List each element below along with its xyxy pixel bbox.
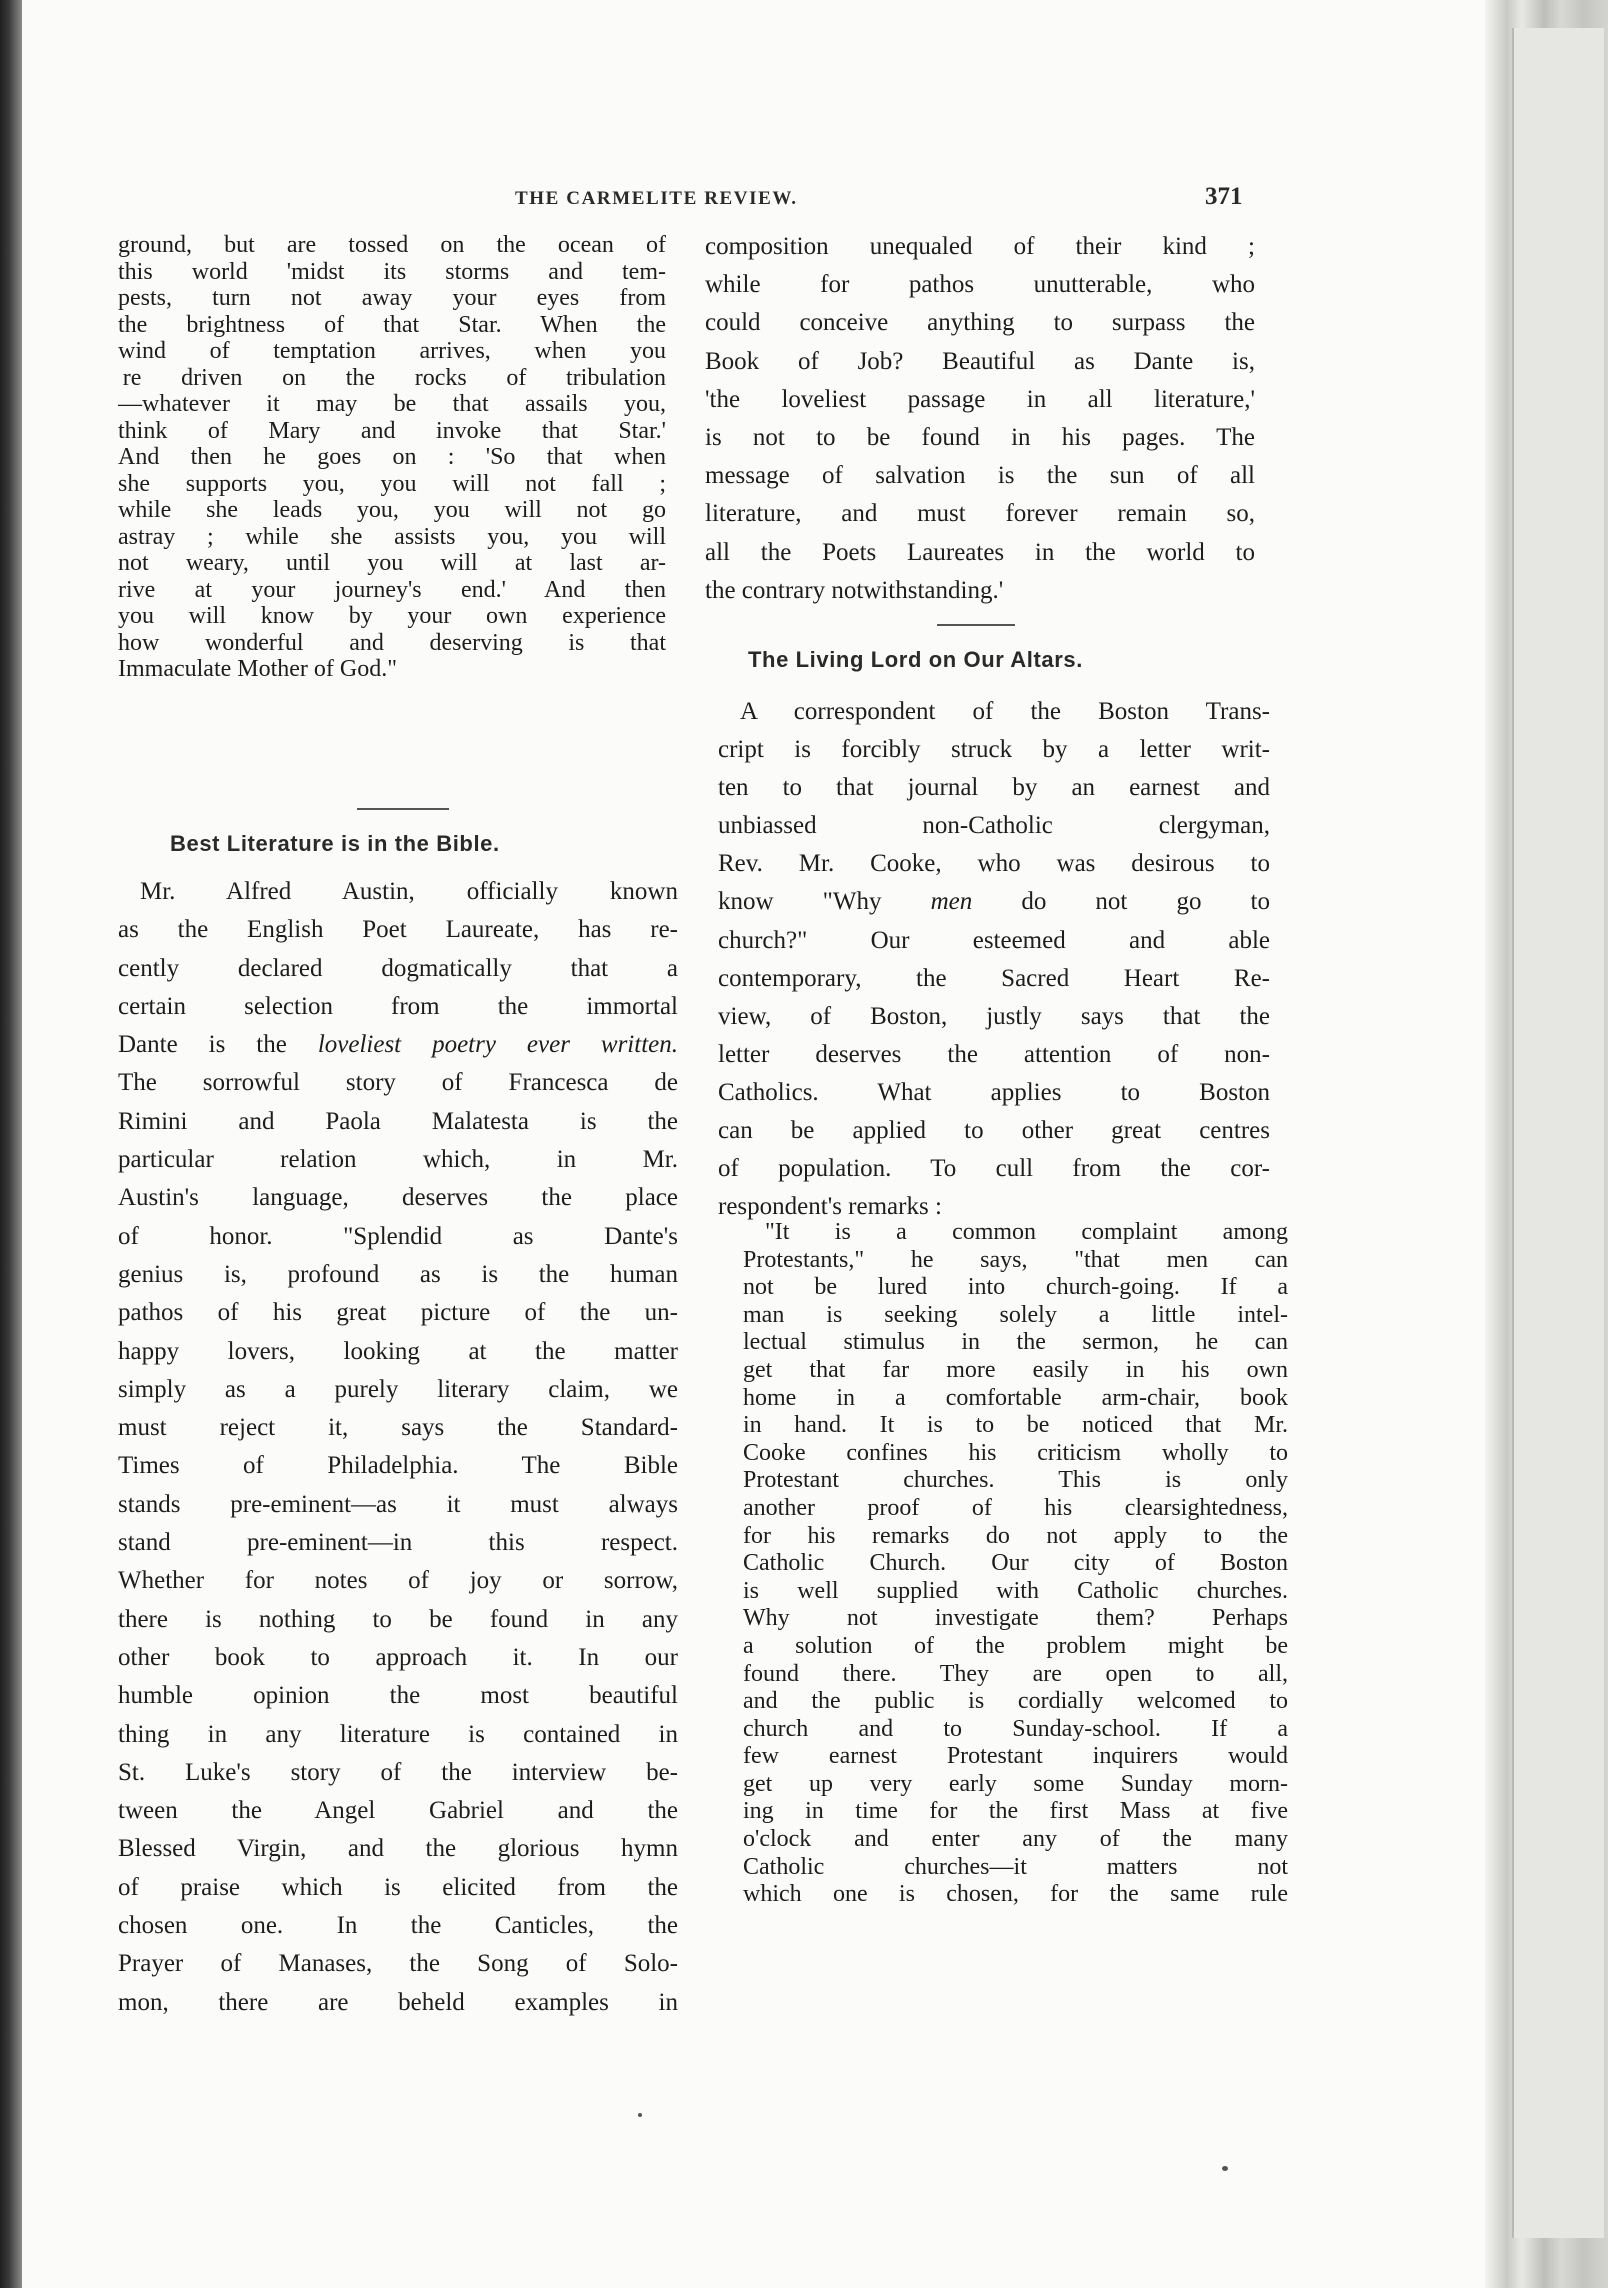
text-line: St. Luke's story of the interview be- bbox=[118, 1758, 678, 1786]
text-line: ground, but are tossed on the ocean of bbox=[118, 232, 666, 258]
page-edge-stack bbox=[1512, 28, 1604, 2238]
text-line: o'clock and enter any of the many bbox=[743, 1826, 1288, 1853]
text-line: And then he goes on : 'So that when bbox=[118, 444, 666, 470]
text-line: Blessed Virgin, and the glorious hymn bbox=[118, 1835, 678, 1863]
text-line: wind of temptation arrives, when you bbox=[118, 338, 666, 364]
text-line: lectual stimulus in the sermon, he can bbox=[743, 1329, 1288, 1356]
text-line: in hand. It is to be noticed that Mr. bbox=[743, 1412, 1288, 1439]
text-line: of praise which is elicited from the bbox=[118, 1873, 678, 1901]
text-line: re driven on the rocks of tribulation bbox=[118, 364, 666, 391]
text-line: church?" Our esteemed and able bbox=[718, 926, 1270, 954]
text-line: unbiassed non-Catholic clergyman, bbox=[718, 812, 1270, 840]
scan-speck bbox=[638, 2113, 642, 2117]
text-line: humble opinion the most beautiful bbox=[118, 1682, 678, 1710]
text-line: not be lured into church-going. If a bbox=[743, 1274, 1288, 1301]
binding-shadow bbox=[0, 0, 22, 2288]
text-line: must reject it, says the Standard- bbox=[118, 1414, 678, 1442]
text-line: as the English Poet Laureate, has re- bbox=[118, 916, 678, 944]
text-line: there is nothing to be found in any bbox=[118, 1605, 678, 1633]
text-line: you will know by your own experience bbox=[118, 603, 666, 629]
altars-section-body bbox=[718, 693, 1270, 1226]
text-line: Prayer of Manases, the Song of Solo- bbox=[118, 1950, 678, 1978]
text-line: is not to be found in his pages. The bbox=[705, 424, 1255, 452]
text-line: know "Why men do not go to bbox=[718, 888, 1270, 916]
text-line: this world 'midst its storms and tem- bbox=[118, 258, 666, 285]
text-line: of honor. "Splendid as Dante's bbox=[118, 1222, 678, 1250]
text-line: church and to Sunday-school. If a bbox=[743, 1715, 1288, 1742]
text-line: Austin's language, deserves the place bbox=[118, 1184, 678, 1212]
text-line: The sorrowful story of Francesca de bbox=[118, 1069, 678, 1097]
text-line: literature, and must forever remain so, bbox=[705, 500, 1255, 528]
section-heading-altars: The Living Lord on Our Altars. bbox=[748, 647, 1083, 672]
text-line: Times of Philadelphia. The Bible bbox=[118, 1452, 678, 1480]
text-line: get up very early some Sunday morn- bbox=[743, 1770, 1288, 1797]
text-line: chosen one. In the Canticles, the bbox=[118, 1912, 678, 1940]
text-line: home in a comfortable arm-chair, book bbox=[743, 1384, 1288, 1411]
text-line: get that far more easily in his own bbox=[743, 1356, 1288, 1383]
text-line: particular relation which, in Mr. bbox=[118, 1146, 678, 1174]
text-line: message of salvation is the sun of all bbox=[705, 462, 1255, 490]
text-line: man is seeking solely a little intel- bbox=[743, 1301, 1288, 1328]
left-continuation-paragraph bbox=[118, 232, 666, 683]
text-line: ten to that journal by an earnest and bbox=[718, 774, 1270, 802]
text-line: Dante is the loveliest poetry ever written. bbox=[118, 1031, 678, 1059]
text-line: cript is forcibly struck by a letter writ- bbox=[718, 736, 1270, 764]
text-line: pathos of his great picture of the un- bbox=[118, 1299, 678, 1327]
text-line: other book to approach it. In our bbox=[118, 1643, 678, 1671]
text-line: Book of Job? Beautiful as Dante is, bbox=[705, 347, 1255, 375]
text-line: not weary, until you will at last ar- bbox=[118, 550, 666, 576]
text-line: which one is chosen, for the same rule bbox=[743, 1881, 1288, 1908]
text-line: happy lovers, looking at the matter bbox=[118, 1337, 678, 1365]
text-line: the contrary notwithstanding.' bbox=[705, 576, 1004, 604]
text-line: genius is, profound as is the human bbox=[118, 1260, 678, 1288]
text-line: simply as a purely literary claim, we bbox=[118, 1375, 678, 1403]
text-line: of population. To cull from the cor- bbox=[718, 1155, 1270, 1183]
text-line: while for pathos unutterable, who bbox=[705, 271, 1255, 299]
text-line: another proof of his clearsightedness, bbox=[743, 1494, 1288, 1521]
text-line: Protestants," he says, "that men can bbox=[743, 1246, 1288, 1273]
text-line: how wonderful and deserving is that bbox=[118, 629, 666, 656]
quotation-paragraph bbox=[743, 1219, 1288, 1909]
scan-speck bbox=[1222, 2166, 1228, 2171]
text-line: cently declared dogmatically that a bbox=[118, 954, 678, 982]
section-divider bbox=[357, 808, 449, 810]
text-line: for his remarks do not apply to the bbox=[743, 1522, 1288, 1549]
text-line: Protestant churches. This is only bbox=[743, 1467, 1288, 1494]
text-line: —whatever it may be that assails you, bbox=[118, 391, 666, 417]
text-line: think of Mary and invoke that Star.' bbox=[118, 417, 666, 444]
page-number: 371 bbox=[1205, 183, 1243, 210]
text-line: stand pre-eminent—in this respect. bbox=[118, 1529, 678, 1557]
bible-section-body bbox=[118, 873, 678, 2022]
text-line: Immaculate Mother of God." bbox=[118, 656, 398, 682]
text-line: she supports you, you will not fall ; bbox=[118, 470, 666, 497]
text-line: respondent's remarks : bbox=[718, 1193, 942, 1221]
text-line: Whether for notes of joy or sorrow, bbox=[118, 1567, 678, 1595]
text-line: a solution of the problem might be bbox=[743, 1632, 1288, 1659]
text-line: rive at your journey's end.' And then bbox=[118, 576, 666, 603]
text-line: tween the Angel Gabriel and the bbox=[118, 1797, 678, 1825]
text-line: Why not investigate them? Perhaps bbox=[743, 1605, 1288, 1632]
text-line: view, of Boston, justly says that the bbox=[718, 1002, 1270, 1030]
text-line: "It is a common complaint among bbox=[765, 1219, 1288, 1245]
text-line: the brightness of that Star. When the bbox=[118, 311, 666, 338]
text-line: is well supplied with Catholic churches. bbox=[743, 1577, 1288, 1604]
text-line: Rimini and Paola Malatesta is the bbox=[118, 1107, 678, 1135]
text-line: mon, there are beheld examples in bbox=[118, 1988, 678, 2016]
section-divider bbox=[937, 624, 1015, 626]
text-line: pests, turn not away your eyes from bbox=[118, 285, 666, 311]
text-line: Cooke confines his criticism wholly to bbox=[743, 1439, 1288, 1466]
text-line: composition unequaled of their kind ; bbox=[705, 233, 1255, 260]
text-line: thing in any literature is contained in bbox=[118, 1720, 678, 1748]
text-line: all the Poets Laureates in the world to bbox=[705, 538, 1255, 566]
text-line: contemporary, the Sacred Heart Re- bbox=[718, 964, 1270, 992]
text-line: could conceive anything to surpass the bbox=[705, 309, 1255, 337]
text-line: few earnest Protestant inquirers would bbox=[743, 1743, 1288, 1770]
text-line: A correspondent of the Boston Trans- bbox=[740, 698, 1270, 725]
text-line: Catholics. What applies to Boston bbox=[718, 1078, 1270, 1106]
section-heading-bible: Best Literature is in the Bible. bbox=[170, 831, 500, 856]
text-line: Rev. Mr. Cooke, who was desirous to bbox=[718, 850, 1270, 878]
text-line: Catholic churches—it matters not bbox=[743, 1853, 1288, 1880]
text-line: astray ; while she assists you, you will bbox=[118, 523, 666, 550]
text-line: while she leads you, you will not go bbox=[118, 497, 666, 523]
text-line: found there. They are open to all, bbox=[743, 1660, 1288, 1687]
text-line: Catholic Church. Our city of Boston bbox=[743, 1550, 1288, 1577]
text-line: ing in time for the first Mass at five bbox=[743, 1798, 1288, 1825]
right-continuation-paragraph bbox=[705, 228, 1255, 610]
text-line: stands pre-eminent—as it must always bbox=[118, 1490, 678, 1518]
text-line: can be applied to other great centres bbox=[718, 1117, 1270, 1145]
text-line: Mr. Alfred Austin, officially known bbox=[140, 878, 678, 905]
text-line: and the public is cordially welcomed to bbox=[743, 1688, 1288, 1715]
text-line: certain selection from the immortal bbox=[118, 992, 678, 1020]
text-line: letter deserves the attention of non- bbox=[718, 1040, 1270, 1068]
text-line: 'the loveliest passage in all literature,' bbox=[705, 385, 1255, 413]
running-header: THE CARMELITE REVIEW. bbox=[515, 188, 798, 209]
